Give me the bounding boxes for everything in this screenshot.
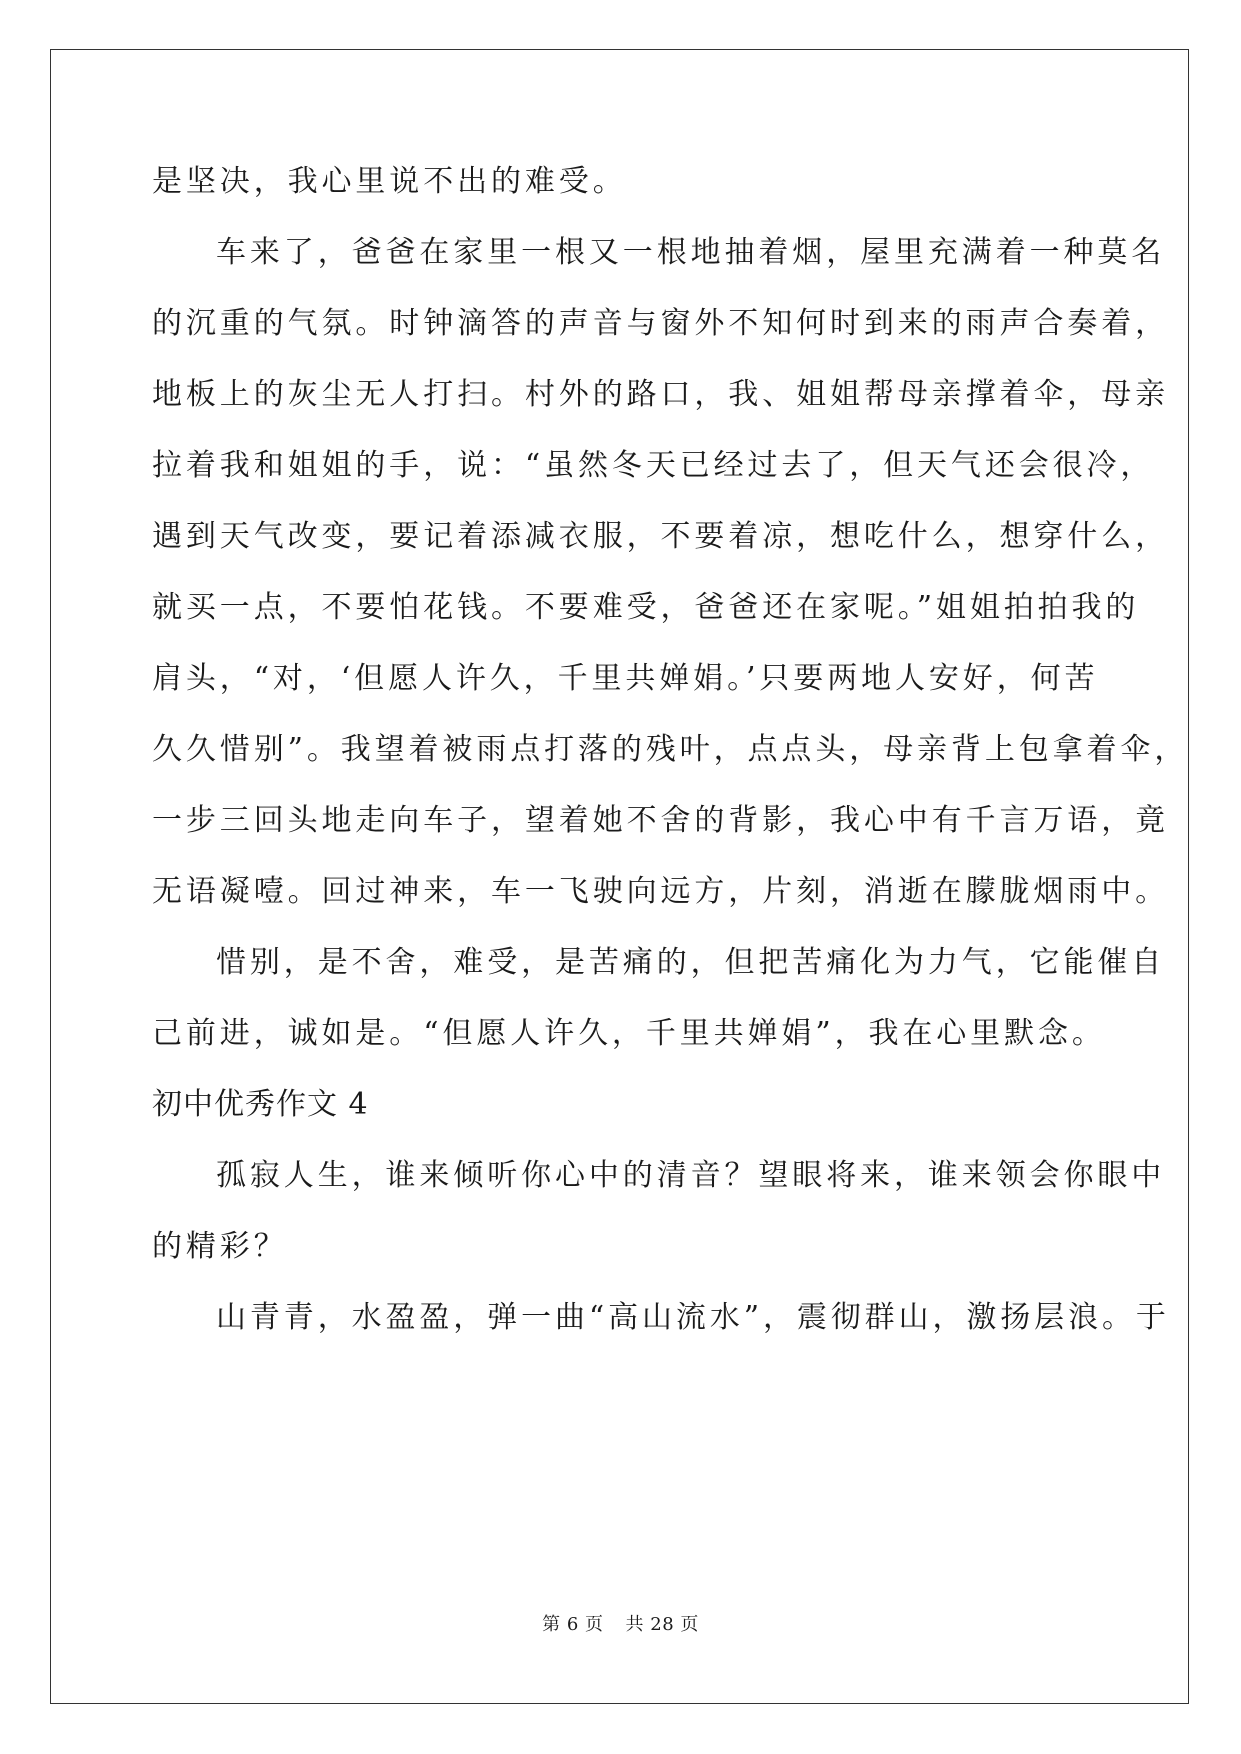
text-line: 就买一点，不要怕花钱。不要难受，爸爸还在家呢。”姐姐拍拍我的 <box>152 590 1140 625</box>
section-heading: 初中优秀作文 4 <box>152 1087 369 1122</box>
text-line: 久久惜别”。我望着被雨点打落的残叶，点点头，母亲背上包拿着伞， <box>152 732 1189 767</box>
text-line: 己前进，诚如是。“但愿人许久，千里共婵娟”，我在心里默念。 <box>152 1016 1106 1051</box>
page-footer <box>0 1610 1241 1636</box>
text-line: 是坚决，我心里说不出的难受。 <box>152 164 627 199</box>
text-line: 一步三回头地走向车子，望着她不舍的背影，我心中有千言万语，竟 <box>152 803 1169 838</box>
page-total: 共 28 页 <box>625 1614 699 1635</box>
text-line: 遇到天气改变，要记着添减衣服，不要着凉，想吃什么，想穿什么， <box>152 519 1169 554</box>
paragraph-first-line: 孤寂人生，谁来倾听你心中的清音？望眼将来，谁来领会你眼中 <box>216 1158 1166 1193</box>
text-line: 肩头，“对，‘但愿人许久，千里共婵娟。’只要两地人安好，何苦 <box>152 661 1099 696</box>
text-line: 的沉重的气氛。时钟滴答的声音与窗外不知何时到来的雨声合奏着， <box>152 306 1169 341</box>
page-number: 第 6 页 <box>542 1614 604 1635</box>
text-line: 地板上的灰尘无人打扫。村外的路口，我、姐姐帮母亲撑着伞，母亲 <box>152 377 1169 412</box>
text-line: 无语凝噎。回过神来，车一飞驶向远方，片刻，消逝在朦胧烟雨中。 <box>152 874 1169 909</box>
paragraph-first-line: 车来了，爸爸在家里一根又一根地抽着烟，屋里充满着一种莫名 <box>216 235 1166 270</box>
text-line: 拉着我和姐姐的手，说：“虽然冬天已经过去了，但天气还会很冷， <box>152 448 1155 483</box>
paragraph-first-line: 山青青，水盈盈，弹一曲“高山流水”，震彻群山，激扬层浪。于 <box>216 1300 1170 1335</box>
text-line: 的精彩？ <box>152 1229 288 1264</box>
paragraph-first-line: 惜别，是不舍，难受，是苦痛的，但把苦痛化为力气，它能催自 <box>216 945 1166 980</box>
